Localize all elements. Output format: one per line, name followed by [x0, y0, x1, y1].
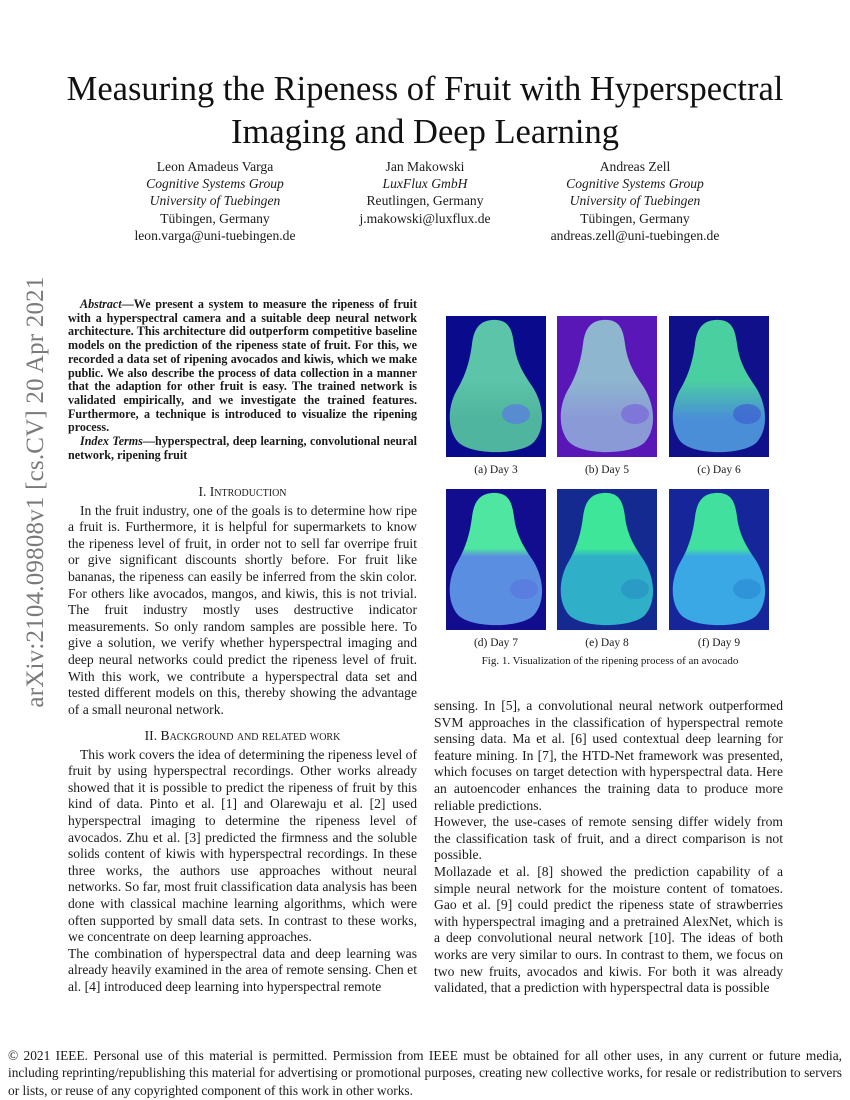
copyright-notice: © 2021 IEEE. Personal use of this material is permitted. Permission from IEEE must be obtained for all other uses, in any current or future media, including reprinting/republishing this material for advertising or promotional purposes, creating new collective works, for resale or redistribution to servers or lists, or reuse of any copyrighted component of this work in other works.	[8, 1048, 842, 1098]
author-email[interactable]: andreas.zell@uni-tuebingen.de	[550, 227, 720, 243]
subfigure-caption: (c) Day 6	[697, 464, 741, 476]
author-location: Tübingen, Germany	[580, 210, 690, 226]
avocado-shape-icon	[446, 316, 546, 457]
avocado-shape-icon	[669, 316, 769, 457]
author-block-2	[305, 158, 545, 227]
index-terms-text: —hyperspectral, deep learning, convolutional neural network, ripening fruit	[68, 434, 417, 462]
right-column-text	[434, 698, 783, 997]
author-name: Jan Makowski	[385, 159, 465, 174]
paragraph: sensing. In [5], a convolutional neural network outperformed SVM approaches in the classification of hyperspectral remote sensing data. Ma et al. [6] used contextual deep learning for feature mining. In [7], the HTD-Net framework was presented, which focuses on target detection with hyperspectral data. Here an autoencoder enhances the training data to produce more reliable predictions.	[434, 698, 783, 813]
author-name: Leon Amadeus Varga	[156, 159, 274, 174]
author-org: University of Tuebingen	[569, 193, 701, 209]
paragraph: This work covers the idea of determining the ripeness level of fruit by using hyperspectral recordings. Other works already showed that it is possible to predict the ripeness of fruit by this kind of data. Pinto et al. [1] and Olarewaju et al. [2] used hyperspectral imaging to determine the ripeness level of avocados. Zhu et al. [3] predicted the firmness and the soluble solids content of kiwis with hyperspectral recordings. In these three works, the authors use approaches without neural networks. So far, most fruit classification data analysis has been done with classical machine learning algorithms, which were often supported by small data sets. In contrast to these works, we concentrate on deep learning approaches.	[68, 746, 417, 945]
section-heading: II. Background and related work	[144, 728, 341, 743]
avocado-shape-icon	[557, 489, 657, 630]
paragraph: The combination of hyperspectral data and deep learning was already heavily examined in the area of remote sensing. Chen et al. [4] introduced deep learning into hyperspectral remote	[68, 945, 417, 994]
author-block-3	[515, 158, 755, 244]
avocado-image-panel	[446, 489, 546, 630]
author-group: LuxFlux GmbH	[382, 176, 468, 192]
avocado-image-panel	[446, 316, 546, 457]
section-heading: I. Introduction	[198, 484, 287, 499]
section-background	[68, 728, 417, 996]
abstract-text: —We present a system to measure the ripeness of fruit with a hyperspectral camera and a suitable deep neural network architecture. This architecture did outperform competitive baseline models on the prediction of the ripeness state of fruit. For this, we recorded a data set of ripening avocados and kiwis, which we make public. We also describe the process of data collection in a manner that the adaption for other fruit is easy. The trained network is validated empirically, and we investigate the trained features. Furthermore, a technique is introduced to visualize the ripening process.	[68, 297, 417, 435]
title-line-1: Measuring the Ripeness of Fruit with Hyperspectral	[66, 70, 784, 108]
title-line-2: Imaging and Deep Learning	[231, 113, 619, 151]
avocado-image-panel	[557, 489, 657, 630]
paragraph: In the fruit industry, one of the goals is to determine how ripe a fruit is. Furthermore, it is helpful for supermarkets to know the ripeness level of fruit, in order not to sell far overripe fruit or give significant discounts shortly before. For fruit like bananas, the ripeness can easily be inferred from the skin color. For others like avocados, mangos, and kiwis, this is not trivial. The fruit industry mostly uses destructive indicator measurements. So only random samples are possible here. To give a solution, we verify whether hyperspectral imaging and deep neural networks could predict the ripeness level of fruit. With this work, we contribute a hyperspectral data set and tested different models on this, thereby showing the advantage of a small neuronal network.	[68, 502, 417, 717]
paper-title	[0, 68, 850, 154]
subfigure-caption: (e) Day 8	[585, 637, 629, 649]
subfigure-caption: (a) Day 3	[474, 464, 518, 476]
arxiv-sidebar	[16, 276, 56, 708]
author-location: Tübingen, Germany	[160, 210, 270, 226]
abstract-label: Abstract	[80, 297, 122, 311]
avocado-image-panel	[669, 489, 769, 630]
avocado-shape-icon	[557, 316, 657, 457]
avocado-shape-icon	[446, 489, 546, 630]
subfigure-caption: (d) Day 7	[473, 637, 519, 649]
abstract	[68, 298, 417, 462]
index-terms-label: Index Terms	[80, 434, 143, 449]
author-block-1	[95, 158, 335, 244]
subfigure-caption: (b) Day 5	[584, 464, 630, 476]
author-location: Reutlingen, Germany	[366, 193, 484, 209]
author-name: Andreas Zell	[599, 159, 671, 174]
paragraph: Mollazade et al. [8] showed the prediction capability of a simple neural network for the moisture content of tomatoes. Gao et al. [9] could predict the ripeness state of strawberries with hyperspectral imaging and a pretrained AlexNet, which is a deep convolutional neural network [10]. The ideas of both works are very similar to ours. In contrast to them, we focus on two new fruits, avocados and kiwis. For both it was already validated, that a prediction with hyperspectral data is possible	[434, 863, 783, 996]
paragraph: However, the use-cases of remote sensing differ widely from the classification task of fruit, and a direct comparison is not possible.	[434, 814, 783, 863]
author-email[interactable]: leon.varga@uni-tuebingen.de	[134, 227, 296, 243]
author-email[interactable]: j.makowski@luxflux.de	[359, 210, 491, 226]
section-introduction	[68, 484, 417, 718]
avocado-image-panel	[557, 316, 657, 457]
arxiv-identifier[interactable]: arXiv:2104.09808v1 [cs.CV] 20 Apr 2021	[22, 276, 49, 708]
author-org: University of Tuebingen	[149, 193, 281, 209]
subfigure-caption: (f) Day 9	[697, 637, 741, 649]
avocado-image-panel	[669, 316, 769, 457]
avocado-shape-icon	[669, 489, 769, 630]
author-group: Cognitive Systems Group	[146, 176, 284, 192]
author-group: Cognitive Systems Group	[566, 176, 704, 192]
figure-caption: Fig. 1. Visualization of the ripening process of an avocado	[481, 655, 739, 667]
